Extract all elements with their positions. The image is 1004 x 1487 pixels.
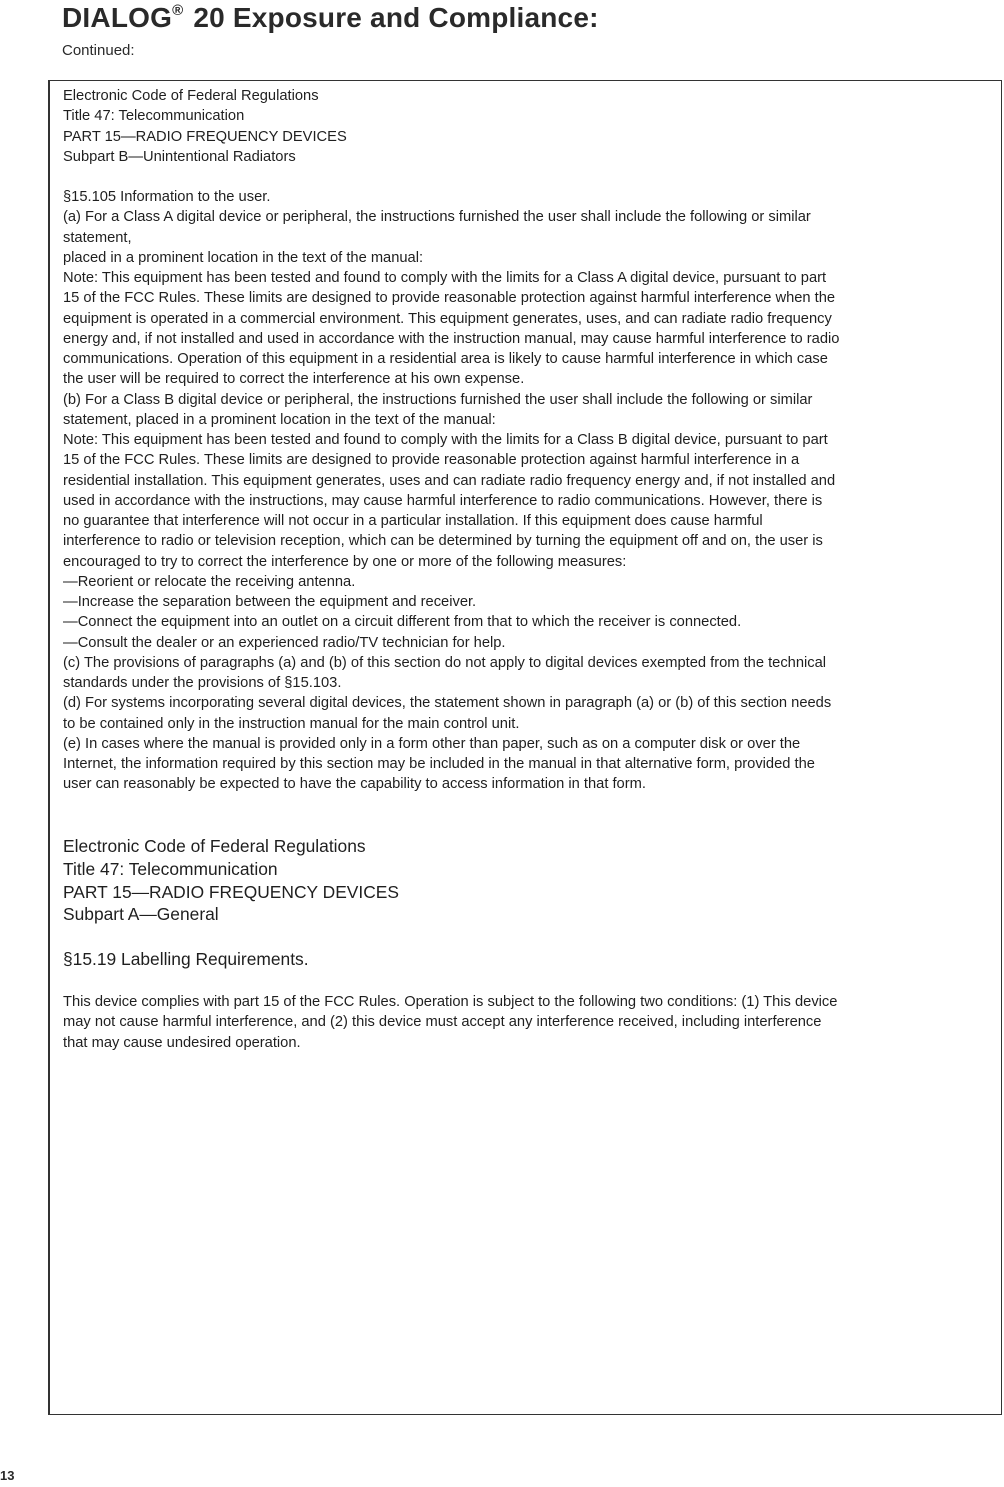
regulations-box — [48, 80, 1002, 1415]
body-line: (c) The provisions of paragraphs (a) and (b) of this section do not apply to digital devices exempted from the technical — [63, 654, 827, 671]
body-line: (e) In cases where the manual is provided only in a form other than paper, such as on a computer disk or over the — [63, 735, 801, 752]
body-line: statement, placed in a prominent location in the text of the manual: — [63, 411, 496, 428]
page-title — [62, 2, 599, 34]
body-line: user can reasonably be expected to have the capability to access information in that form. — [63, 776, 646, 793]
statement-line: that may cause undesired operation. — [63, 1034, 301, 1051]
body-line: 15 of the FCC Rules. These limits are designed to provide reasonable protection against harmful interference in a — [63, 452, 800, 469]
section-1-header-line: PART 15—RADIO FREQUENCY DEVICES — [63, 128, 347, 145]
body-line: Internet, the information required by this section may be included in the manual in that alternative form, provided the — [63, 756, 815, 772]
section-subpart-b — [63, 86, 993, 795]
section-1-header — [63, 86, 993, 167]
body-line: (d) For systems incorporating several digital devices, the statement shown in paragraph (a) or (b) of this section needs — [63, 695, 832, 712]
section-2-header-line: Subpart A—General — [63, 904, 219, 925]
section-subpart-a — [63, 835, 993, 1053]
section-1-body — [63, 187, 993, 795]
body-line: —Increase the separation between the equipment and receiver. — [63, 594, 477, 610]
section-1-header-line: Electronic Code of Federal Regulations — [63, 88, 319, 104]
section-2-header-line: PART 15—RADIO FREQUENCY DEVICES — [63, 881, 399, 902]
section-2-header — [63, 835, 993, 926]
section-1-header-line: Subpart B—Unintentional Radiators — [63, 148, 296, 165]
section-2-header-line: Title 47: Telecommunication — [63, 858, 278, 879]
body-line: residential installation. This equipment generates, uses and can radiate radio frequency energy and, if not installed and — [63, 472, 836, 489]
body-line: placed in a prominent location in the text of the manual: — [63, 249, 424, 266]
labelling-requirements-heading: §15.19 Labelling Requirements. — [63, 949, 309, 969]
title-suffix: 20 Exposure and Compliance: — [185, 2, 599, 33]
page-number: 13 — [0, 1468, 15, 1483]
body-line: interference to radio or television reception, which can be determined by turning the equipment off and on, the user is — [63, 533, 823, 550]
body-line: equipment is operated in a commercial environment. This equipment generates, uses, and can radiate radio frequency — [63, 310, 832, 327]
body-line: communications. Operation of this equipment in a residential area is likely to cause harmful interference in which case — [63, 351, 828, 367]
compliance-statement — [63, 992, 993, 1053]
body-line: statement, — [63, 229, 132, 246]
continued-label: Continued: — [62, 42, 135, 59]
body-line: (b) For a Class B digital device or peripheral, the instructions furnished the user shall include the following or similar — [63, 391, 813, 408]
title-prefix: DIALOG — [62, 2, 173, 33]
section-2-header-line: Electronic Code of Federal Regulations — [63, 836, 366, 856]
body-line: to be contained only in the instruction manual for the main control unit. — [63, 715, 520, 732]
body-line: —Reorient or relocate the receiving antenna. — [63, 573, 356, 590]
body-line: Note: This equipment has been tested and found to comply with the limits for a Class A digital device, pursuant to part — [63, 270, 827, 286]
body-line: —Consult the dealer or an experienced radio/TV technician for help. — [63, 634, 506, 651]
body-line: (a) For a Class A digital device or peripheral, the instructions furnished the user shall include the following or similar — [63, 209, 811, 226]
body-line: no guarantee that interference will not occur in a particular installation. If this equipment does cause harmful — [63, 513, 763, 529]
statement-line: may not cause harmful interference, and (2) this device must accept any interference received, including interference — [63, 1014, 822, 1031]
body-line: —Connect the equipment into an outlet on a circuit different from that to which the receiver is connected. — [63, 614, 742, 631]
body-line: energy and, if not installed and used in accordance with the instruction manual, may cause harmful interference to radio — [63, 330, 840, 347]
body-line: the user will be required to correct the interference at his own expense. — [63, 371, 525, 388]
body-line: used in accordance with the instructions, may cause harmful interference to radio communications. However, there is — [63, 492, 823, 509]
body-line: standards under the provisions of §15.103. — [63, 675, 342, 691]
body-line: §15.105 Information to the user. — [63, 189, 271, 205]
section-1-header-line: Title 47: Telecommunication — [63, 108, 245, 125]
statement-line: This device complies with part 15 of the FCC Rules. Operation is subject to the following two conditions: (1) This device — [63, 994, 838, 1010]
body-line: encouraged to try to correct the interference by one or more of the following measures: — [63, 553, 627, 570]
registered-mark: ® — [172, 2, 184, 19]
body-line: 15 of the FCC Rules. These limits are designed to provide reasonable protection against harmful interference when the — [63, 290, 836, 307]
body-line: Note: This equipment has been tested and found to comply with the limits for a Class B digital device, pursuant to part — [63, 432, 828, 448]
